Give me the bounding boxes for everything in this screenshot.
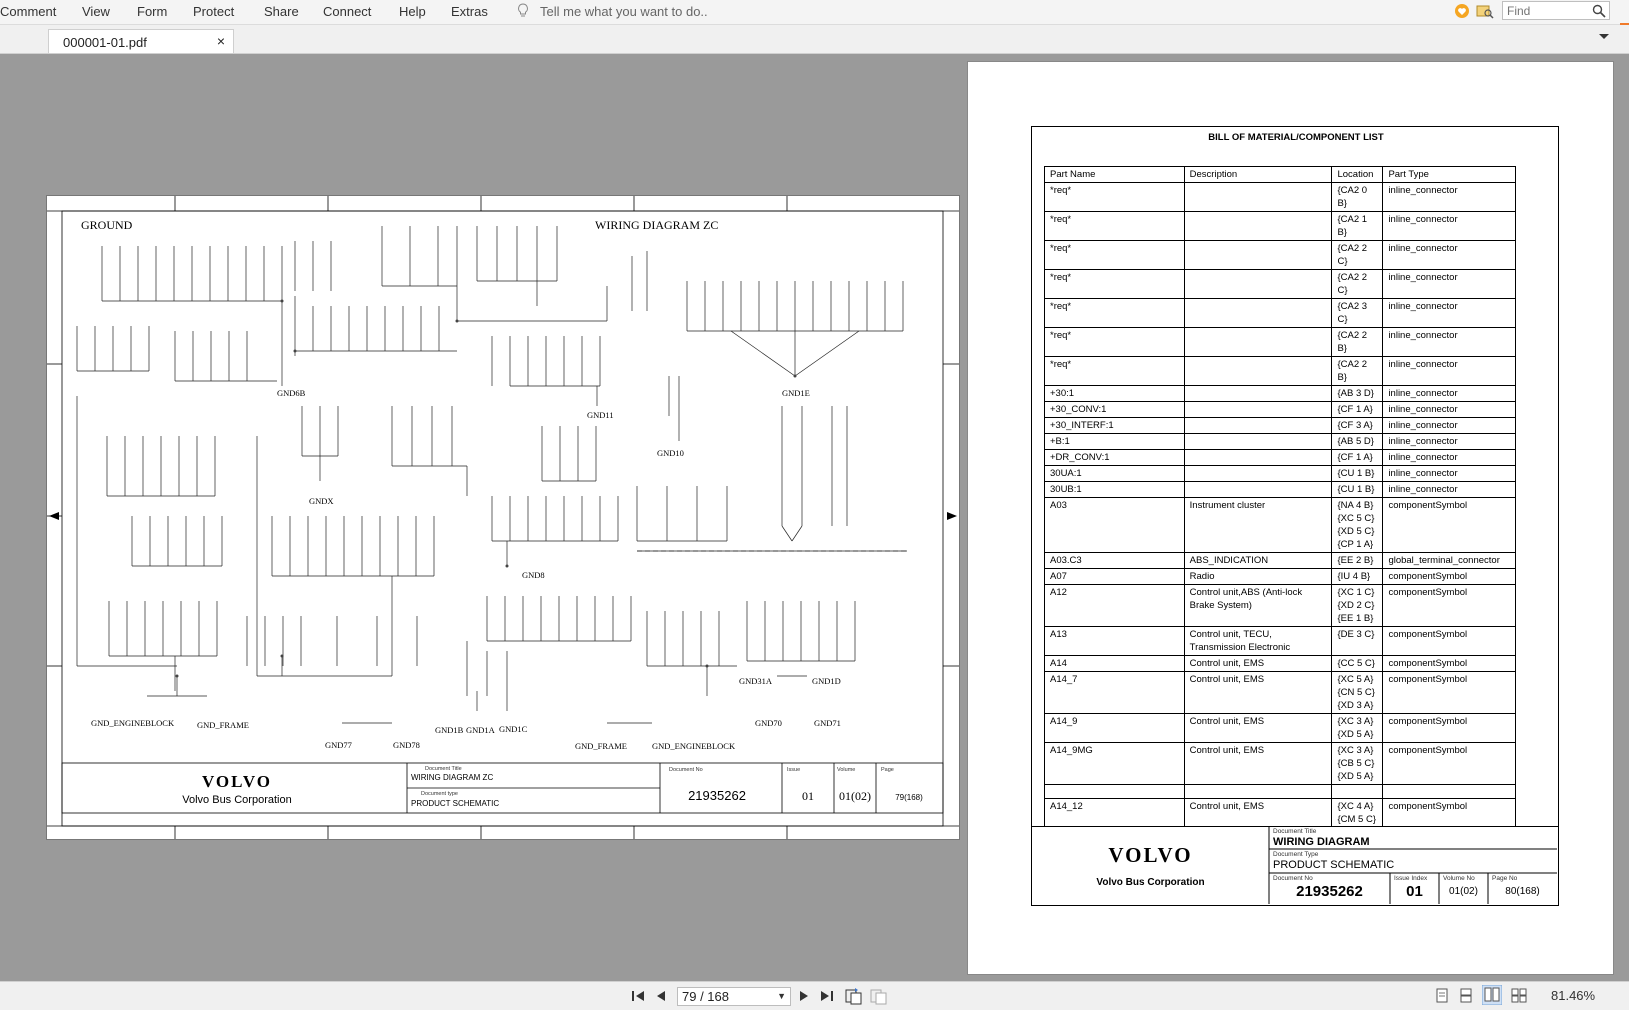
table-row [1045, 466, 1516, 482]
table-row [1045, 714, 1516, 743]
single-page-view-icon[interactable] [1436, 988, 1448, 1003]
gnd-label: GND11 [587, 410, 614, 420]
table-row [1045, 672, 1516, 714]
table-cell: +B:1 [1045, 434, 1185, 450]
gnd-label: GND_ENGINEBLOCK [91, 718, 175, 728]
table-cell: {AB 5 D} [1332, 434, 1383, 450]
tab-label: 000001-01.pdf [63, 35, 147, 50]
table-row [1045, 450, 1516, 466]
table-cell: A07 [1045, 569, 1185, 585]
gnd-label: GND70 [755, 718, 782, 728]
table-cell: *req* [1045, 299, 1185, 328]
table-cell [1184, 299, 1332, 328]
table-cell: Control unit, EMS [1184, 799, 1332, 841]
doc-no: 21935262 [1296, 883, 1363, 900]
bom-header-cell: Part Type [1383, 167, 1516, 183]
table-cell: componentSymbol [1383, 672, 1516, 714]
volume-label: Volume No [1443, 875, 1475, 882]
issue: 01 [1406, 883, 1423, 900]
continuous-view-icon[interactable] [1460, 988, 1472, 1003]
gnd-label: GND71 [814, 718, 841, 728]
table-row [1045, 498, 1516, 553]
table-cell: inline_connector [1383, 450, 1516, 466]
volume: 01(02) [1449, 886, 1478, 897]
table-cell [1184, 241, 1332, 270]
table-cell: {CA2 3 C} [1332, 299, 1383, 328]
gnd-label: GND_ENGINEBLOCK [652, 741, 736, 751]
table-cell: Control unit, EMS [1184, 656, 1332, 672]
company-name: Volvo Bus Corporation [182, 794, 292, 806]
table-cell: inline_connector [1383, 212, 1516, 241]
gnd-label: GND1D [812, 676, 841, 686]
bom-frame [1031, 126, 1559, 878]
issue: 01 [802, 789, 814, 803]
chevron-down-icon[interactable] [1598, 33, 1610, 41]
table-cell [1184, 450, 1332, 466]
table-row [1045, 585, 1516, 627]
table-cell: {CU 1 B} [1332, 466, 1383, 482]
table-cell: inline_connector [1383, 418, 1516, 434]
table-cell [1383, 785, 1516, 799]
menu-bar [0, 0, 1629, 25]
table-cell [1184, 402, 1332, 418]
heart-icon[interactable] [1454, 3, 1470, 19]
company-name: Volvo Bus Corporation [1096, 877, 1205, 888]
gnd-label: GND1A [466, 725, 495, 735]
table-cell: componentSymbol [1383, 714, 1516, 743]
gnd-label: GNDX [309, 496, 334, 506]
table-cell: Instrument cluster [1184, 498, 1332, 553]
table-cell: {AB 3 D} [1332, 386, 1383, 402]
table-cell: {IU 4 B} [1332, 569, 1383, 585]
doc-title: WIRING DIAGRAM ZC [411, 773, 494, 782]
table-cell: {CF 1 A} [1332, 402, 1383, 418]
table-cell: Control unit,ABS (Anti-lock Brake System) [1184, 585, 1332, 627]
table-row [1045, 418, 1516, 434]
table-cell: componentSymbol [1383, 585, 1516, 627]
table-row [1045, 270, 1516, 299]
ground-heading: GROUND [81, 218, 133, 232]
table-cell: 30UA:1 [1045, 466, 1185, 482]
page-no: 79(168) [895, 793, 923, 802]
menu-connect[interactable]: Connect [323, 4, 372, 19]
table-cell: inline_connector [1383, 270, 1516, 299]
table-cell: +30_INTERF:1 [1045, 418, 1185, 434]
table-cell: {CA2 2 B} [1332, 357, 1383, 386]
table-cell [1045, 785, 1185, 799]
table-cell: {XC 5 A} {CN 5 C} {XD 3 A} [1332, 672, 1383, 714]
table-cell: {CU 1 B} [1332, 482, 1383, 498]
menu-protect[interactable]: Protect [193, 4, 235, 19]
table-cell: inline_connector [1383, 434, 1516, 450]
table-cell: inline_connector [1383, 482, 1516, 498]
volume-label: Volume [837, 767, 856, 773]
page-number-field[interactable] [677, 987, 791, 1006]
gnd-label: GND8 [522, 570, 545, 580]
table-cell: componentSymbol [1383, 799, 1516, 841]
table-cell: Control unit, TECU, Transmission Electronic [1184, 627, 1332, 656]
table-cell: A14_7 [1045, 672, 1185, 714]
page-label: Page No [1492, 875, 1518, 882]
table-cell: A03.C3 [1045, 553, 1185, 569]
table-cell: {CF 1 A} [1332, 450, 1383, 466]
gnd-label: GND_FRAME [197, 720, 249, 730]
table-cell: {CF 3 A} [1332, 418, 1383, 434]
table-cell: inline_connector [1383, 299, 1516, 328]
tab-document[interactable] [48, 29, 234, 53]
table-cell [1184, 386, 1332, 402]
doc-type: PRODUCT SCHEMATIC [411, 799, 500, 808]
table-cell: global_terminal_connector [1383, 553, 1516, 569]
table-cell: A14 [1045, 656, 1185, 672]
gnd-label: GND10 [657, 448, 684, 458]
close-icon[interactable]: × [216, 33, 225, 49]
table-cell: inline_connector [1383, 328, 1516, 357]
table-cell: *req* [1045, 270, 1185, 299]
table-cell: inline_connector [1383, 466, 1516, 482]
table-cell: {XC 4 A} {CM 5 C} [1332, 799, 1383, 841]
table-cell [1184, 328, 1332, 357]
menu-share[interactable]: Share [264, 4, 299, 19]
doc-title-label: Document Title [425, 766, 462, 772]
table-cell: {CC 5 C} [1332, 656, 1383, 672]
gnd-label: GND78 [393, 740, 420, 750]
bom-header-cell: Description [1184, 167, 1332, 183]
search-icon[interactable] [1592, 4, 1606, 18]
menu-extras[interactable]: Extras [451, 4, 488, 19]
table-cell: +30:1 [1045, 386, 1185, 402]
table-cell: inline_connector [1383, 386, 1516, 402]
bom-header-cell: Part Name [1045, 167, 1185, 183]
page-no: 80(168) [1505, 886, 1540, 897]
table-row [1045, 656, 1516, 672]
table-row [1045, 627, 1516, 656]
table-cell [1332, 785, 1383, 799]
table-cell [1184, 357, 1332, 386]
table-cell: inline_connector [1383, 241, 1516, 270]
table-cell: *req* [1045, 328, 1185, 357]
facing-view-icon[interactable] [1482, 985, 1502, 1005]
table-cell [1184, 270, 1332, 299]
lightbulb-icon [517, 3, 529, 18]
doc-no-label: Document No [1273, 875, 1313, 882]
doc-title: WIRING DIAGRAM [1273, 836, 1370, 848]
table-row [1045, 743, 1516, 785]
table-row [1045, 212, 1516, 241]
pdf-page-80 [967, 61, 1614, 975]
table-cell: {XC 3 A} {CB 5 C} {XD 5 A} [1332, 743, 1383, 785]
table-row [1045, 402, 1516, 418]
doc-no-label: Document No [669, 767, 703, 773]
table-cell: +30_CONV:1 [1045, 402, 1185, 418]
table-cell: Control unit, EMS [1184, 714, 1332, 743]
find-field[interactable] [1502, 1, 1610, 20]
table-row [1045, 553, 1516, 569]
gnd-label: GND6B [277, 388, 306, 398]
table-cell: A14_9MG [1045, 743, 1185, 785]
table-cell: inline_connector [1383, 357, 1516, 386]
table-cell: *req* [1045, 212, 1185, 241]
volvo-logo: VOLVO [201, 772, 273, 791]
next-view-icon[interactable] [870, 987, 888, 1005]
bom-header-row [1045, 167, 1516, 183]
table-cell: {XC 3 A} {XD 5 A} [1332, 714, 1383, 743]
table-row [1045, 299, 1516, 328]
tell-me-search[interactable]: Tell me what you want to do.. [540, 4, 708, 19]
status-bar [0, 981, 1629, 1010]
page-label: Page [881, 767, 894, 773]
chevron-down-icon[interactable]: ▼ [777, 991, 786, 1001]
gnd-label: GND1C [499, 724, 528, 734]
table-cell: {XC 1 C} {XD 2 C} {EE 1 B} [1332, 585, 1383, 627]
next-page-icon[interactable] [799, 990, 809, 1002]
table-cell: Control unit, EMS [1184, 672, 1332, 714]
table-cell: A14_9 [1045, 714, 1185, 743]
folder-search-icon[interactable] [1476, 3, 1494, 19]
continuous-facing-view-icon[interactable] [1511, 988, 1527, 1003]
table-cell: A14_12 [1045, 799, 1185, 841]
table-cell: *req* [1045, 357, 1185, 386]
table-cell [1184, 482, 1332, 498]
table-cell: *req* [1045, 183, 1185, 212]
table-cell [1184, 785, 1332, 799]
diagram-title: WIRING DIAGRAM ZC [595, 218, 719, 232]
table-cell: {CA2 0 B} [1332, 183, 1383, 212]
zoom-level[interactable]: 81.46% [1551, 988, 1596, 1003]
gnd-label: GND_FRAME [575, 741, 627, 751]
table-cell [1184, 418, 1332, 434]
table-cell: A03 [1045, 498, 1185, 553]
table-cell: componentSymbol [1383, 656, 1516, 672]
table-cell: componentSymbol [1383, 743, 1516, 785]
title-block [1031, 826, 1559, 906]
table-cell: ABS_INDICATION [1184, 553, 1332, 569]
doc-type: PRODUCT SCHEMATIC [1273, 859, 1395, 871]
table-cell: 30UB:1 [1045, 482, 1185, 498]
table-row [1045, 357, 1516, 386]
table-cell [1184, 466, 1332, 482]
table-row [1045, 386, 1516, 402]
find-input[interactable] [1503, 2, 1597, 20]
table-row [1045, 241, 1516, 270]
wiring-diagram [47, 196, 959, 839]
bom-header-cell: Location [1332, 167, 1383, 183]
gnd-label: GND1B [435, 725, 464, 735]
last-page-icon[interactable] [820, 990, 834, 1002]
table-row [1045, 569, 1516, 585]
table-cell: {CA2 2 C} [1332, 241, 1383, 270]
issue-label: Issue [787, 767, 801, 773]
menu-help[interactable]: Help [399, 4, 426, 19]
doc-title-label: Document Title [1273, 828, 1317, 835]
previous-page-icon[interactable] [656, 990, 666, 1002]
doc-type-label: Document Type [1273, 851, 1319, 858]
table-cell: componentSymbol [1383, 498, 1516, 553]
gnd-label: GND31A [739, 676, 773, 686]
table-row [1045, 434, 1516, 450]
table-cell: {NA 4 B} {XC 5 C} {XD 5 C} {CP 1 A} [1332, 498, 1383, 553]
table-cell: {DE 3 C} [1332, 627, 1383, 656]
table-cell: {CA2 2 C} [1332, 270, 1383, 299]
table-row [1045, 785, 1516, 799]
table-row [1045, 183, 1516, 212]
table-cell: {EE 2 B} [1332, 553, 1383, 569]
table-cell [1184, 183, 1332, 212]
table-cell: inline_connector [1383, 183, 1516, 212]
table-cell: +DR_CONV:1 [1045, 450, 1185, 466]
menu-form[interactable]: Form [137, 4, 168, 19]
table-cell: inline_connector [1383, 402, 1516, 418]
table-cell: {CA2 1 B} [1332, 212, 1383, 241]
gnd-label: GND1E [782, 388, 810, 398]
table-cell: componentSymbol [1383, 569, 1516, 585]
table-cell: componentSymbol [1383, 627, 1516, 656]
volume: 01(02) [839, 789, 871, 803]
table-cell: Control unit, EMS [1184, 743, 1332, 785]
bom-table [1044, 166, 1516, 841]
doc-type-label: Document type [421, 791, 458, 797]
table-row [1045, 482, 1516, 498]
menu-comment[interactable]: Comment [0, 4, 57, 19]
issue-label: Issue Index [1394, 875, 1428, 882]
doc-no: 21935262 [688, 788, 746, 803]
table-cell: {CA2 2 B} [1332, 328, 1383, 357]
first-page-icon[interactable] [631, 990, 645, 1002]
page-number-input[interactable] [678, 988, 778, 1005]
table-row [1045, 328, 1516, 357]
previous-view-icon[interactable] [845, 987, 863, 1005]
table-cell: *req* [1045, 241, 1185, 270]
gnd-label: GND77 [325, 740, 352, 750]
table-cell [1184, 434, 1332, 450]
table-cell: A13 [1045, 627, 1185, 656]
pdf-page-79 [46, 195, 960, 840]
bom-title: BILL OF MATERIAL/COMPONENT LIST [1208, 132, 1384, 143]
tab-bar [0, 25, 1629, 54]
volvo-logo: VOLVO [1108, 843, 1193, 867]
table-cell [1184, 212, 1332, 241]
table-cell: A12 [1045, 585, 1185, 627]
table-cell: Radio [1184, 569, 1332, 585]
menu-view[interactable]: View [82, 4, 110, 19]
